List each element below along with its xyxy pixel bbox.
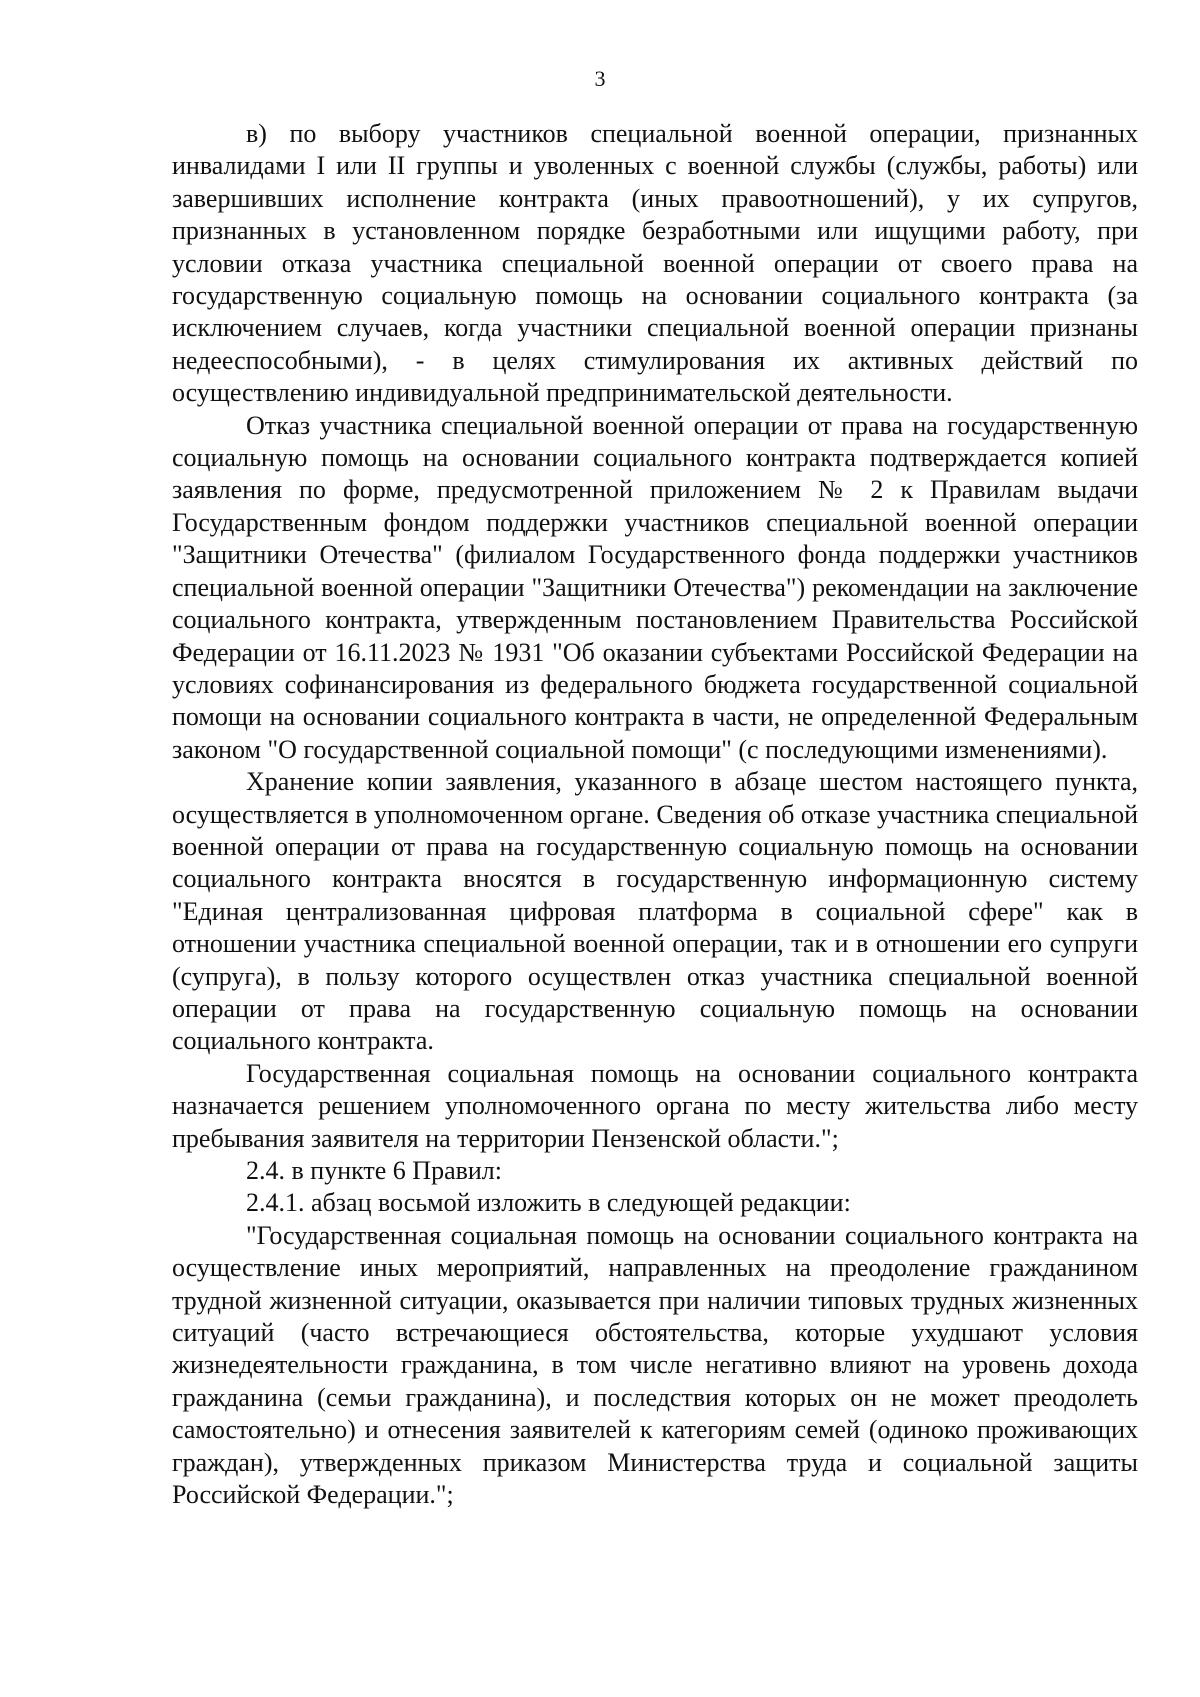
paragraph-item-v: в) по выбору участников специальной военной операции, признанных инвалидами I или II группы и уволенных с военной службы (службы, работы) или завершивших исполнение контракта (иных правоотношений), у их супругов, признанных в установленном порядке безработными или ищущими работу, при условии отказа участника специальной военной операции от своего права на государственную социальную помощь на основании социального контракта (за исключением случаев, когда участники специальной военной операции признаны недееспособными), - в целях стимулирования их активных действий по осуществлению индивидуальной предпринимательской деятельности. bbox=[172, 119, 1138, 408]
paragraph-refusal-confirmation: Отказ участника специальной военной операции от права на государственную социальную помощь на основании социального контракта подтверждается копией заявления по форме, предусмотренной приложением № 2 к Правилам выдачи Государственным фондом поддержки участников специальной военной операции "Защитники Отечества" (филиалом Государственного фонда поддержки участников специальной военной операции "Защитники Отечества") рекомендации на заключение социального контракта, утвержденным постановлением Правительства Российской Федерации от 16.11.2023 № 1931 "Об оказании субъектами Российской Федерации на условиях софинансирования из федерального бюджета государственной социальной помощи на основании социального контракта в части, не определенной Федеральным законом "О государственной социальной помощи" (с последующими изменениями). bbox=[172, 410, 1138, 764]
paragraph-clause-2-4: 2.4. в пункте 6 Правил: bbox=[246, 1156, 503, 1185]
page-number: 3 bbox=[594, 66, 606, 91]
paragraph-clause-2-4-1: 2.4.1. абзац восьмой изложить в следующей редакции: bbox=[246, 1188, 851, 1218]
paragraph-assignment-decision: Государственная социальная помощь на основании социального контракта назначается решением уполномоченного органа по месту жительства либо месту пребывания заявителя на территории Пензенской области."; bbox=[172, 1058, 1138, 1153]
paragraph-storage-of-copy: Хранение копии заявления, указанного в абзаце шестом настоящего пункта, осуществляется в уполномоченном органе. Сведения об отказе участника специальной военной операции от права на государственную социальную помощь на основании социального контракта вносятся в государственную информационную систему "Единая централизованная цифровая платформа в социальной сфере" как в отношении участника специальной военной операции, так и в отношении его супруги (супруга), в пользу которого осуществлен отказ участника специальной военной операции от права на государственную социальную помощь на основании социального контракта. bbox=[172, 767, 1138, 1056]
paragraph-new-wording: "Государственная социальная помощь на основании социального контракта на осуществление иных мероприятий, направленных на преодоление гражданином трудной жизненной ситуации, оказывается при наличии типовых трудных жизненных ситуаций (часто встречающиеся обстоятельства, которые ухудшают условия жизнедеятельности гражданина, в том числе негативно влияют на уровень дохода гражданина (семьи гражданина), и последствия которых он не может преодолеть самостоятельно) и отнесения заявителей к категориям семей (одиноко проживающих граждан), утвержденных приказом Министерства труда и социальной защиты Российской Федерации."; bbox=[172, 1220, 1138, 1510]
document-body bbox=[172, 118, 1138, 1511]
